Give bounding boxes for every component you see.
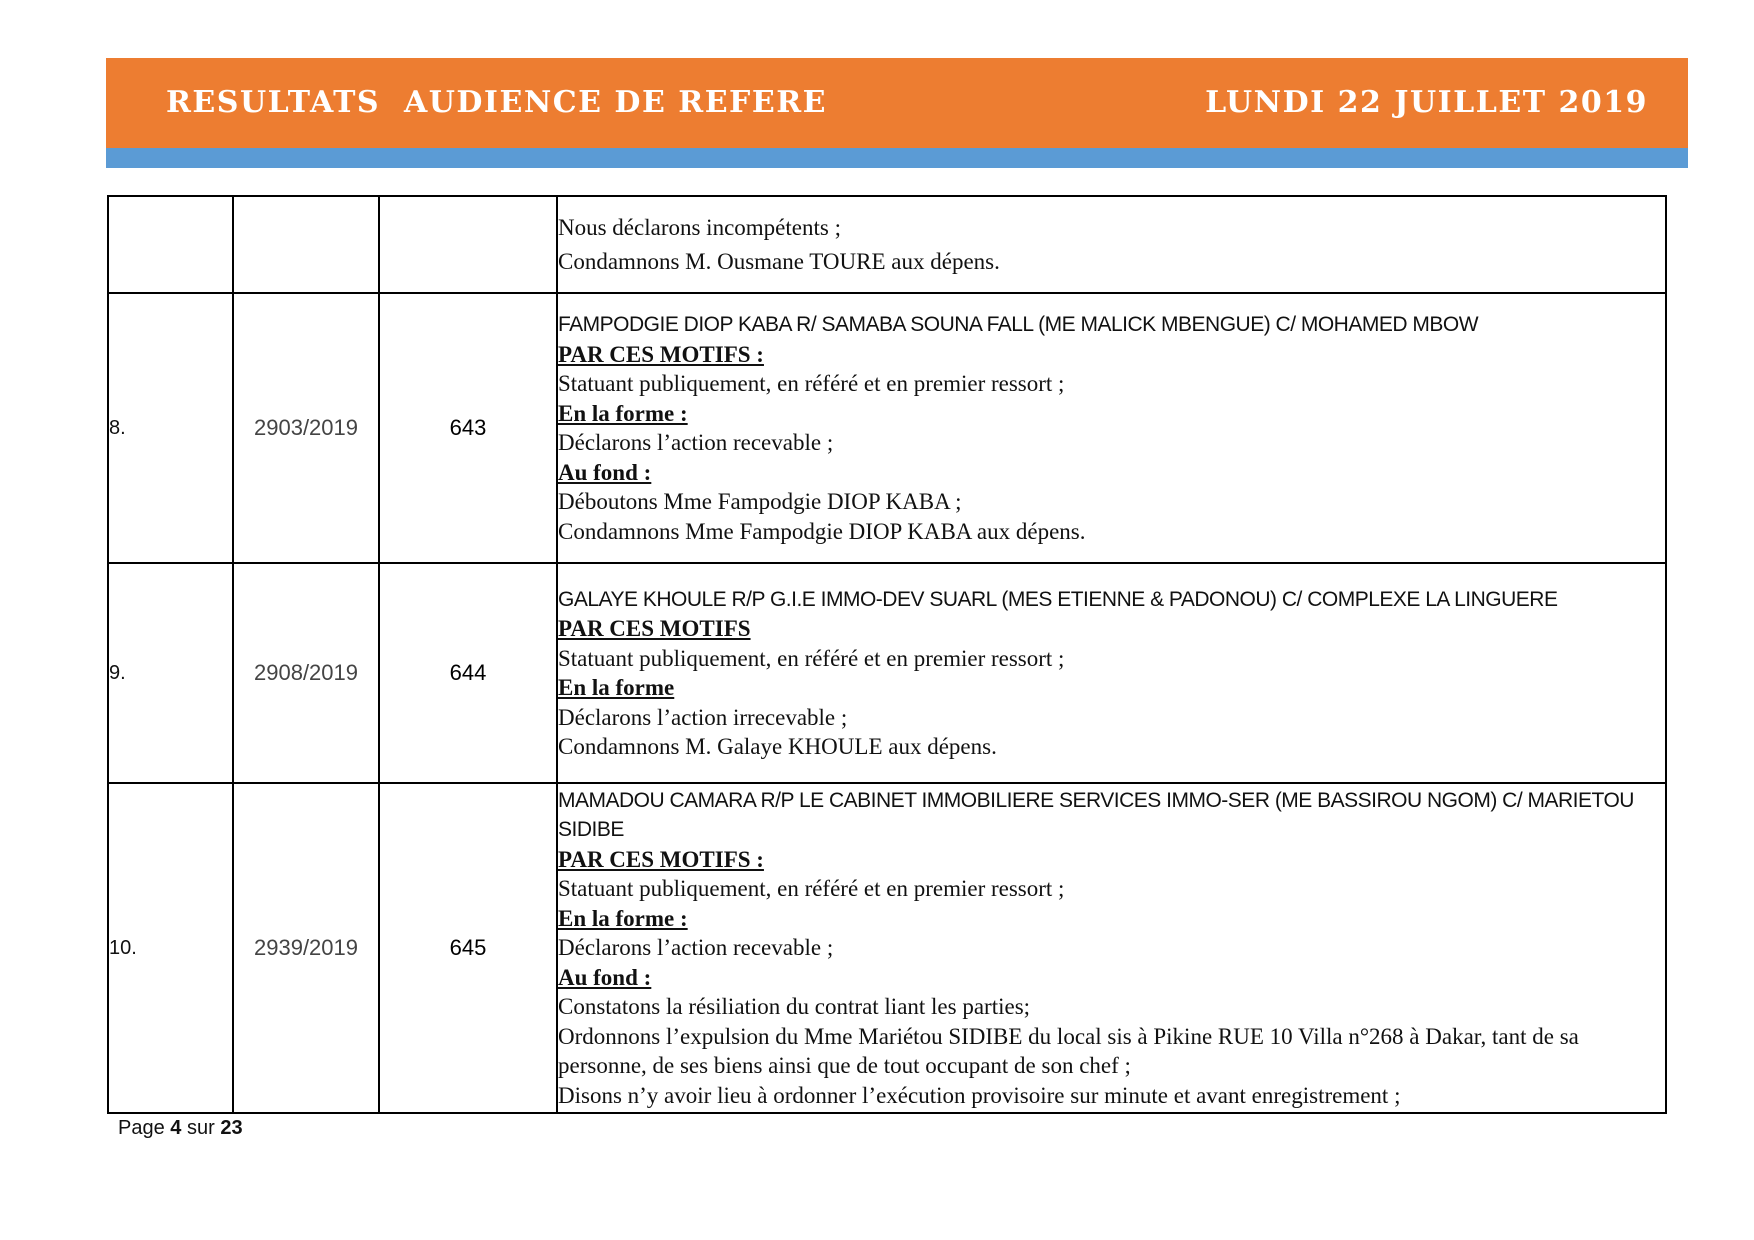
case-parties: FAMPODGIE DIOP KABA R/ SAMABA SOUNA FALL (ME MALICK MBENGUE) C/ MOHAMED MBOW <box>558 313 1479 336</box>
section-heading: PAR CES MOTIFS <box>558 616 751 641</box>
section-heading: PAR CES MOTIFS : <box>558 846 764 872</box>
ordinance-number <box>379 196 557 293</box>
document-title: RESULTATS AUDIENCE DE REFERE <box>166 85 828 120</box>
section-heading: Au fond : <box>558 964 652 990</box>
decision-line: Condamnons M. Galaye KHOULE aux dépens. <box>558 734 997 759</box>
current-page: 4 <box>170 1117 182 1139</box>
case-number: 9. <box>108 563 233 783</box>
registry-number: 2939/2019 <box>233 783 379 1113</box>
case-number <box>108 196 233 293</box>
header-band <box>106 58 1688 148</box>
decision-line: Condamnons Mme Fampodgie DIOP KABA aux dépens. <box>558 518 1086 544</box>
case-number: 8. <box>108 293 233 563</box>
decision-line: Constatons la résiliation du contrat liant les parties; <box>558 994 1031 1020</box>
decision-cell <box>557 293 1666 563</box>
section-heading: En la forme : <box>558 400 688 426</box>
header-stripe <box>106 148 1688 168</box>
decision-line: Condamnons M. Ousmane TOURE aux dépens. <box>558 248 1000 274</box>
section-heading: PAR CES MOTIFS : <box>558 341 764 367</box>
decision-line: Ordonnons l’expulsion du Mme Mariétou SIDIBE du local sis à Pikine RUE 10 Villa n°268 à Dakar, tant de sa personne, de ses biens ainsi que de tout occupant de son chef ; <box>558 1023 1579 1079</box>
ordinance-number: 643 <box>379 293 557 563</box>
case-number: 10. <box>108 783 233 1113</box>
decision-line: Déboutons Mme Fampodgie DIOP KABA ; <box>558 489 962 514</box>
registry-number: 2903/2019 <box>233 293 379 563</box>
page-separator: sur <box>186 1117 215 1139</box>
decision-line: Statuant publiquement, en référé et en premier ressort ; <box>558 876 1065 902</box>
total-pages: 23 <box>220 1117 243 1139</box>
ordinance-number: 645 <box>379 783 557 1113</box>
registry-number <box>233 196 379 293</box>
decision-line: Nous déclarons incompétents ; <box>558 215 841 240</box>
table-row <box>108 563 1666 783</box>
section-heading: Au fond : <box>558 459 652 485</box>
hearing-date: LUNDI 22 JUILLET 2019 <box>1205 85 1648 120</box>
decision-cell <box>557 783 1666 1113</box>
results-table <box>107 195 1667 1114</box>
decision-line: Statuant publiquement, en référé et en premier ressort ; <box>558 645 1065 671</box>
decision-cell <box>557 196 1666 293</box>
decision-cell <box>557 563 1666 783</box>
section-heading: En la forme <box>558 675 675 700</box>
page-footer <box>118 1117 243 1140</box>
decision-line: Statuant publiquement, en référé et en premier ressort ; <box>558 371 1065 396</box>
decision-line: Disons n’y avoir lieu à ordonner l’exécution provisoire sur minute et avant enregistrement ; <box>558 1082 1401 1108</box>
table-row <box>108 293 1666 563</box>
table-row <box>108 783 1666 1113</box>
ordinance-number: 644 <box>379 563 557 783</box>
case-parties: GALAYE KHOULE R/P G.I.E IMMO-DEV SUARL (MES ETIENNE & PADONOU) C/ COMPLEXE LA LINGUERE <box>558 587 1558 611</box>
case-parties: MAMADOU CAMARA R/P LE CABINET IMMOBILIERE SERVICES IMMO-SER (ME BASSIROU NGOM) C/ MARIETOU SIDIBE <box>558 788 1634 842</box>
registry-number: 2908/2019 <box>233 563 379 783</box>
decision-line: Déclarons l’action recevable ; <box>558 430 834 455</box>
section-heading: En la forme : <box>558 905 688 931</box>
page-label: Page <box>118 1117 165 1139</box>
decision-line: Déclarons l’action irrecevable ; <box>558 704 848 730</box>
table-row <box>108 196 1666 293</box>
decision-line: Déclarons l’action recevable ; <box>558 935 834 961</box>
